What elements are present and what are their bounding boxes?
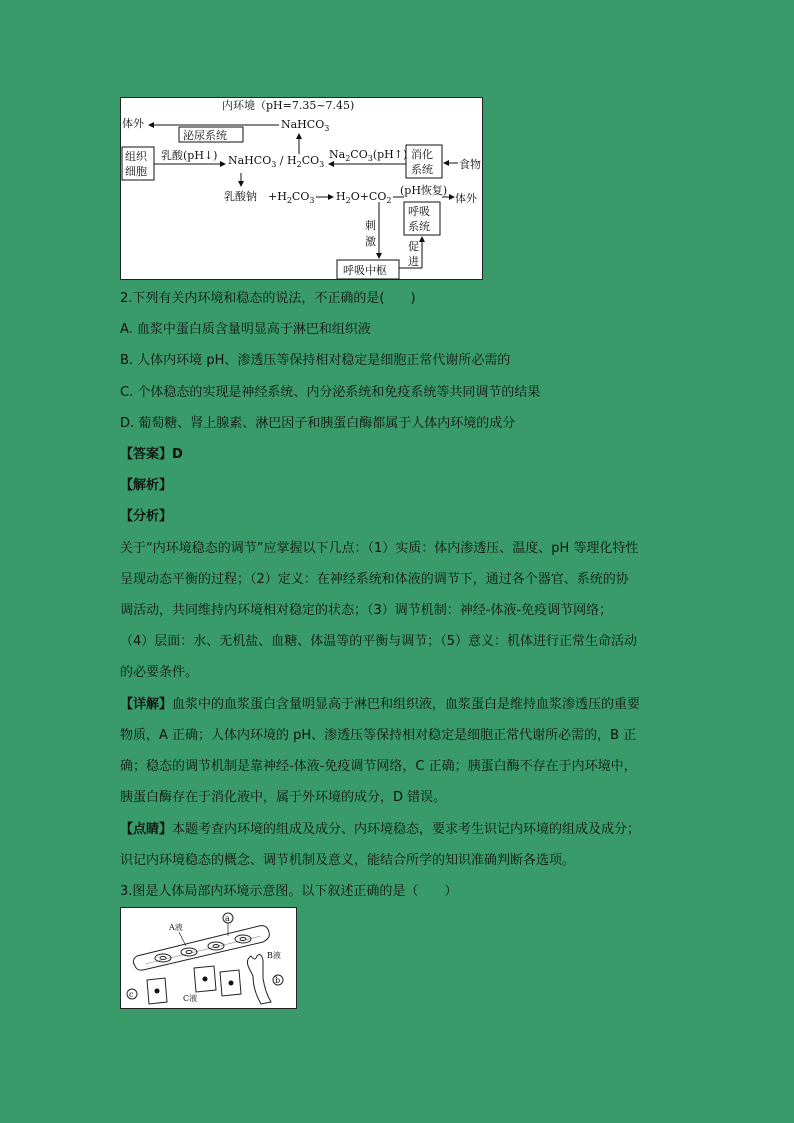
ph-recover-label: (pH恢复) — [400, 184, 448, 197]
promote-label-1: 促 — [408, 240, 419, 253]
q2-option-b: B. 人体内环境 pH、渗透压等保持相对稳定是细胞正常代谢所必需的 — [120, 353, 511, 368]
digestive-label-1: 消化 — [411, 148, 433, 161]
sodium-lactate-label: 乳酸钠 — [224, 190, 257, 203]
q2-option-a: A. 血浆中蛋白质含量明显高于淋巴和组织液 — [120, 322, 371, 337]
urinary-system-label: 泌尿系统 — [183, 129, 227, 142]
food-label: 食物 — [459, 158, 481, 171]
q2-analysis-label: 【解析】 — [120, 478, 173, 493]
promote-label-2: 进 — [408, 255, 419, 268]
circle-b-label: b — [275, 976, 281, 985]
nahco3-top: NaHCO$_3$ — [281, 118, 330, 133]
respiratory-label-1: 呼吸 — [408, 205, 430, 218]
q2-option-d: D. 葡萄糖、肾上腺素、淋巴因子和胰蛋白酶都属于人体内环境的成分 — [120, 416, 516, 431]
respiratory-label-2: 系统 — [408, 220, 430, 233]
resp-center-label: 呼吸中枢 — [343, 264, 387, 277]
q2-answer: 【答案】D — [120, 447, 183, 462]
q2-fenxi-label: 【分析】 — [120, 509, 173, 524]
diagram-title: 内环境（pH=7.35~7.45) — [222, 99, 355, 112]
digestive-label-2: 系统 — [411, 163, 433, 176]
internal-environment-svg — [121, 908, 298, 1010]
q2-option-c: C. 个体稳态的实现是神经系统、内分泌系统和免疫系统等共同调节的结果 — [120, 385, 541, 400]
lactic-acid-label: 乳酸(pH↓) — [161, 149, 218, 162]
body-outside-left: 体外 — [122, 117, 144, 130]
lymph-vessel — [247, 955, 271, 1004]
body-outside-right: 体外 — [455, 192, 477, 205]
point-line: 识记内环境稳态的概念、调节机制及意义，能结合所学的知识准确判断各选项。 — [120, 853, 576, 868]
internal-environment-diagram — [120, 907, 297, 1009]
na2co3-label: $Na_2CO_3(pH↑)$ — [329, 148, 408, 163]
cell-nucleus — [203, 977, 208, 982]
red-blood-cell-center — [213, 945, 219, 948]
ph-regulation-svg — [121, 98, 484, 281]
stimulate-label-2: 激 — [365, 235, 376, 248]
h2co3-label: $+H_2CO_3$ — [268, 190, 315, 205]
red-blood-cell-center — [160, 957, 166, 960]
point-line — [120, 822, 680, 838]
c-fluid-label: C液 — [183, 994, 198, 1003]
circle-c-label: c — [129, 990, 134, 999]
detail-text: 血浆中的血浆蛋白含量明显高于淋巴和组织液，血浆蛋白是维持血浆渗透压的重要 — [172, 697, 641, 712]
detail-line: 确；稳态的调节机制是靠神经-体液-免疫调节网络，C 正确；胰蛋白酶不存在于内环境中， — [120, 759, 637, 774]
ph-regulation-diagram — [120, 97, 483, 280]
b-fluid-label: B液 — [267, 951, 281, 960]
detail-line — [120, 697, 680, 713]
tissue-cell-label-1: 组织 — [125, 150, 147, 163]
red-blood-cell-center — [186, 951, 192, 954]
point-label: 【点睛】 — [120, 822, 173, 837]
fenxi-line: （4）层面：水、无机盐、血糖、体温等的平衡与调节；（5）意义：机体进行正常生命活动 — [120, 634, 638, 649]
detail-label: 【详解】 — [120, 697, 173, 712]
a-fluid-pointer — [179, 932, 186, 946]
q2-stem: 2.下列有关内环境和稳态的说法，不正确的是( ) — [120, 291, 416, 306]
detail-line: 胰蛋白酶存在于消化液中，属于外环境的成分，D 错误。 — [120, 790, 447, 805]
cell-nucleus — [229, 981, 234, 986]
h2o-co2-label: $H_2O+CO_2$ — [336, 190, 392, 205]
q3-stem: 3.图是人体局部内环境示意图。以下叙述正确的是（ ） — [120, 884, 458, 899]
fenxi-line: 呈现动态平衡的过程；（2）定义：在神经系统和体液的调节下，通过各个器官、系统的协 — [120, 572, 629, 587]
stimulate-label-1: 刺 — [365, 219, 376, 232]
detail-line: 物质，A 正确；人体内环境的 pH、渗透压等保持相对稳定是细胞正常代谢所必需的，B 正 — [120, 728, 637, 743]
capillary-vessel — [133, 926, 269, 971]
tissue-cell-label-2: 细胞 — [125, 165, 147, 178]
buffer-pair: NaHCO$_3$ / $H_2CO_3$ — [228, 154, 325, 169]
fenxi-line: 调活动，共同维持内环境相对稳定的状态；（3）调节机制：神经-体液-免疫调节网络； — [120, 603, 613, 618]
fenxi-line: 关于“内环境稳态的调节”应掌握以下几点：（1）实质：体内渗透压、温度、pH 等理化特性 — [120, 541, 639, 556]
a-fluid-label: A液 — [169, 923, 183, 932]
circle-a-label: a — [225, 914, 230, 923]
fenxi-line: 的必要条件。 — [120, 665, 199, 680]
red-blood-cell — [208, 942, 224, 950]
cell-nucleus — [155, 989, 160, 994]
red-blood-cell-center — [240, 938, 246, 941]
point-text: 本题考查内环境的组成及成分、内环境稳态，要求考生识记内环境的组成及成分； — [172, 822, 641, 837]
